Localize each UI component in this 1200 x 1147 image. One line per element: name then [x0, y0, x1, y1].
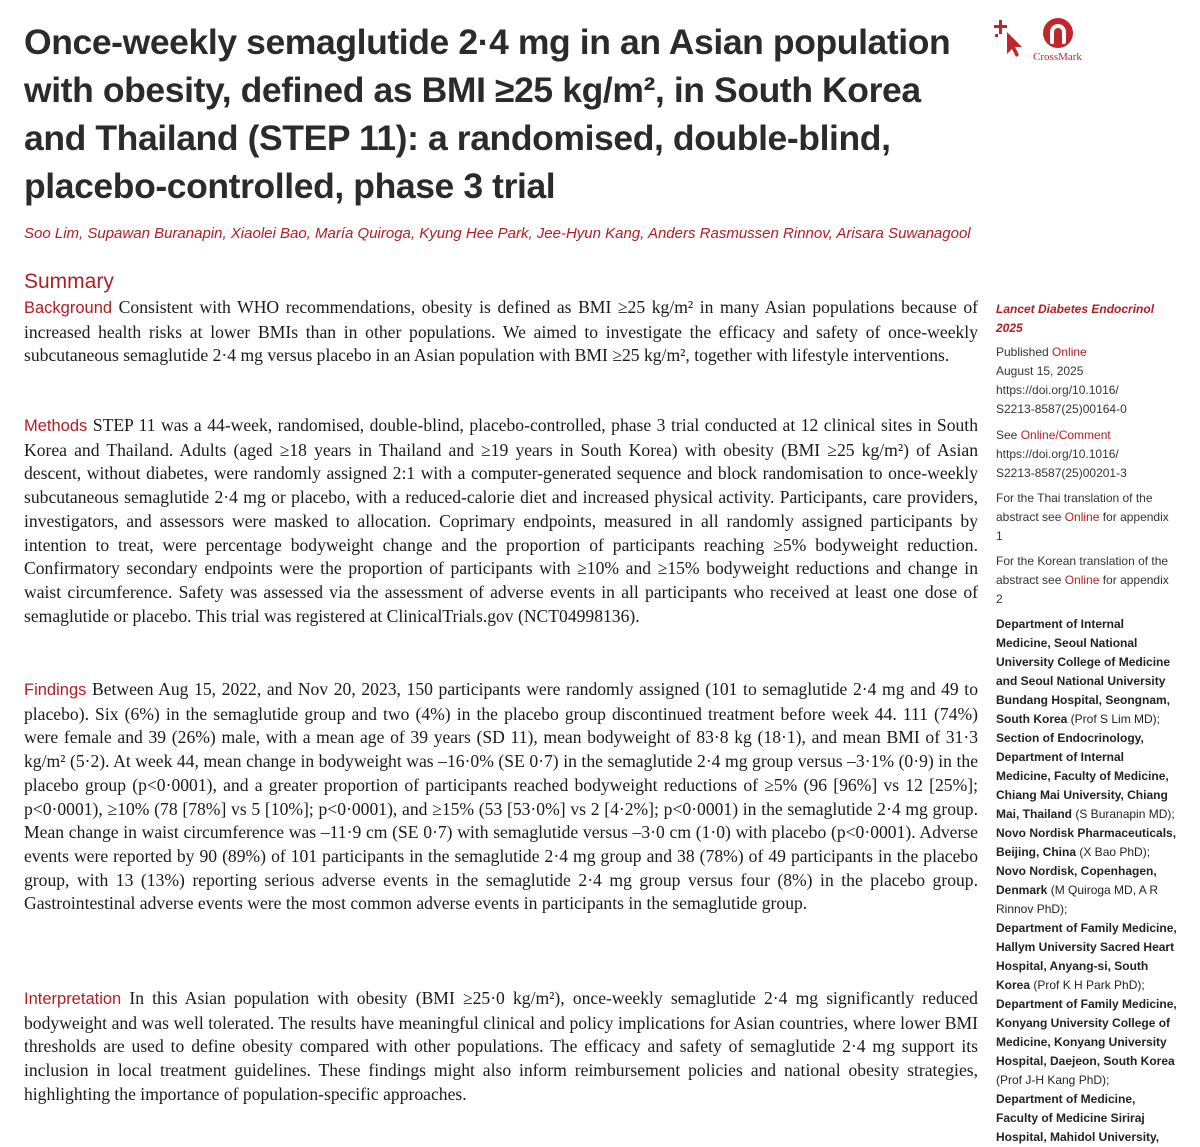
- korean-translation-note: [996, 552, 1178, 609]
- thai-pre: For the Thai translation of the abstract see: [996, 491, 1153, 524]
- methods-section: [24, 414, 978, 628]
- article-title: Once-weekly semaglutide 2·4 mg in an Asian population with obesity, defined as BMI ≥25 kg/m², in South Korea and Thailand (STEP 11): a randomised, double-blind, placebo-controlled, phase 3 trial: [24, 22, 951, 206]
- published-prefix: Published: [996, 345, 1053, 359]
- affiliation-item: Department of Family Medicine, Konyang University College of Medicine, Konyang University Hospital, Daejeon, South Korea (Prof J-H Kang PhD);: [996, 997, 1177, 1087]
- interpretation-label: Interpretation: [24, 990, 122, 1008]
- interpretation-text: In this Asian population with obesity (BMI ≥25·0 kg/m²), once-weekly semaglutide 2·4 mg significantly reduced bodyweight and was well tolerated. The results have meaningful clinical and policy implications for Asian countries, where lower BMI thresholds are used to define obesity compared with other populations. The efficacy and safety of semaglutide 2·4 mg support its inclusion in local treatment guidelines. These findings might also inform reimbursement policies and national obesity strategies, highlighting the importance of population-specific approaches.: [24, 988, 978, 1104]
- thai-post: for appendix 1: [996, 510, 1169, 543]
- affiliation-item: Department of Family Medicine, Hallym University Sacred Heart Hospital, Anyang-si, South Korea (Prof K H Park PhD);: [996, 921, 1177, 992]
- affiliation-list: [996, 615, 1178, 1147]
- affiliation-item: Novo Nordisk, Copenhagen, Denmark (M Quiroga MD, A R Rinnov PhD);: [996, 864, 1159, 916]
- published-online-link[interactable]: Online: [1052, 345, 1087, 359]
- interpretation-section: [24, 987, 978, 1107]
- see-prefix: See: [996, 428, 1021, 442]
- background-text: Consistent with WHO recommendations, obesity is defined as BMI ≥25 kg/m² in many Asian populations because of increased health risks at lower BMIs than in other populations. We aimed to investigate the efficacy and safety of once-weekly subcutaneous semaglutide 2·4 mg versus placebo in an Asian population with BMI ≥25 kg/m², together with lifestyle interventions.: [24, 297, 978, 366]
- affiliation-item: Section of Endocrinology, Department of Internal Medicine, Faculty of Medicine, Chiang Mai University, Chiang Mai, Thailand (S Buranapin MD);: [996, 731, 1175, 821]
- korean-post: for appendix 2: [996, 573, 1169, 606]
- online-comment-link[interactable]: Online/Comment: [1020, 428, 1111, 442]
- korean-pre: For the Korean translation of the abstract see: [996, 554, 1169, 587]
- journal-citation: Lancet Diabetes Endocrinol 2025: [996, 302, 1155, 335]
- published-date: August 15, 2025: [996, 364, 1084, 378]
- summary-heading: Summary: [24, 270, 114, 293]
- methods-text: STEP 11 was a 44-week, randomised, double-blind, placebo-controlled, phase 3 trial conducted at 12 clinical sites in South Korea and Thailand. Adults (aged ≥18 years in Thailand and ≥19 years in South Korea) with obesity (BMI ≥25 kg/m²) of Asian descent, without diabetes, were randomly assigned 2:1 with a computer-generated sequence and block randomisation to once-weekly subcutaneous semaglutide 2·4 mg or placebo, with a reduced-calorie diet and increased physical activity. Participants, care providers, investigators, and assessors were masked to allocation. Coprimary endpoints, measured in all randomly assigned participants by intention to treat, were percentage bodyweight change and the proportion of participants reaching ≥5% bodyweight reduction. Confirmatory secondary endpoints were the proportion of participants with ≥10% and ≥15% bodyweight reductions and change in waist circumference. Safety was assessed via the assessment of adverse events in all participants who received at least one dose of semaglutide or placebo. This trial was registered at ClinicalTrials.gov (NCT04998136).: [24, 415, 978, 626]
- doi-line-2b[interactable]: S2213-8587(25)00201-3: [996, 466, 1127, 480]
- see-comment-line: [996, 426, 1178, 445]
- crossmark-badge[interactable]: [1030, 18, 1085, 63]
- crossmark-label: CrossMark: [1033, 51, 1082, 63]
- background-section: [24, 296, 978, 368]
- crossmark-icon: [1043, 18, 1073, 48]
- methods-label: Methods: [24, 417, 88, 435]
- korean-online-link[interactable]: Online: [1064, 573, 1100, 587]
- doi-line-1b[interactable]: S2213-8587(25)00164-0: [996, 402, 1127, 416]
- thai-online-link[interactable]: Online: [1064, 510, 1100, 524]
- affiliation-item: Department of Internal Medicine, Seoul National University College of Medicine and Seoul National University Bundang Hospital, Seongnam, South Korea (Prof S Lim MD);: [996, 617, 1171, 726]
- findings-text: Between Aug 15, 2022, and Nov 20, 2023, 150 participants were randomly assigned (101 to semaglutide 2·4 mg and 49 to placebo). Six (6%) in the semaglutide group and two (4%) in the placebo group discontinued treatment before week 44. 111 (74%) were female and 39 (26%) male, with a mean age of 39 years (SD 11), mean bodyweight of 83·8 kg (18·1), and mean BMI of 31·3 kg/m² (5·2). At week 44, mean change in bodyweight was –16·0% (SE 0·7) in the semaglutide 2·4 mg group versus –3·1% (0·9) in the placebo group (p<0·0001), and a greater proportion of participants reached bodyweight reductions of ≥5% (96 [96%] vs 12 [25%]; p<0·0001), ≥10% (78 [78%] vs 5 [10%]; p<0·0001), and ≥15% (53 [53·0%] vs 2 [4·2%]; p<0·0001) in the semaglutide 2·4 mg group. Mean change in waist circumference was –11·9 cm (SE 0·7) with semaglutide versus –3·0 cm (1·0) with placebo (p<0·0001). Adverse events were reported by 90 (89%) of 101 participants in the semaglutide 2·4 mg group and 38 (78%) of 49 participants in the placebo group, with 13 (13%) reporting serious adverse events in the semaglutide 2·4 mg group versus four (8%) in the placebo group. Gastrointestinal adverse events were the most common adverse events in participants in the semaglutide group.: [24, 679, 978, 914]
- doi-line-1a[interactable]: https://doi.org/10.1016/: [996, 383, 1119, 397]
- affiliation-item: Novo Nordisk Pharmaceuticals, Beijing, China (X Bao PhD);: [996, 826, 1177, 859]
- thai-translation-note: [996, 489, 1178, 546]
- author-list: Soo Lim, Supawan Buranapin, Xiaolei Bao, María Quiroga, Kyung Hee Park, Jee-Hyun Kang, Anders Rasmussen Rinnov, Arisara Suwanagool: [24, 225, 971, 242]
- findings-section: [24, 678, 978, 916]
- affiliation-item: Department of Medicine, Faculty of Medicine Siriraj Hospital, Mahidol University,: [996, 1092, 1160, 1144]
- background-label: Background: [24, 299, 113, 317]
- add-cursor-icon: [993, 18, 1029, 58]
- doi-line-2a[interactable]: https://doi.org/10.1016/: [996, 447, 1119, 461]
- published-line: [996, 343, 1178, 362]
- article-sidebar: [996, 300, 1178, 1147]
- findings-label: Findings: [24, 681, 87, 699]
